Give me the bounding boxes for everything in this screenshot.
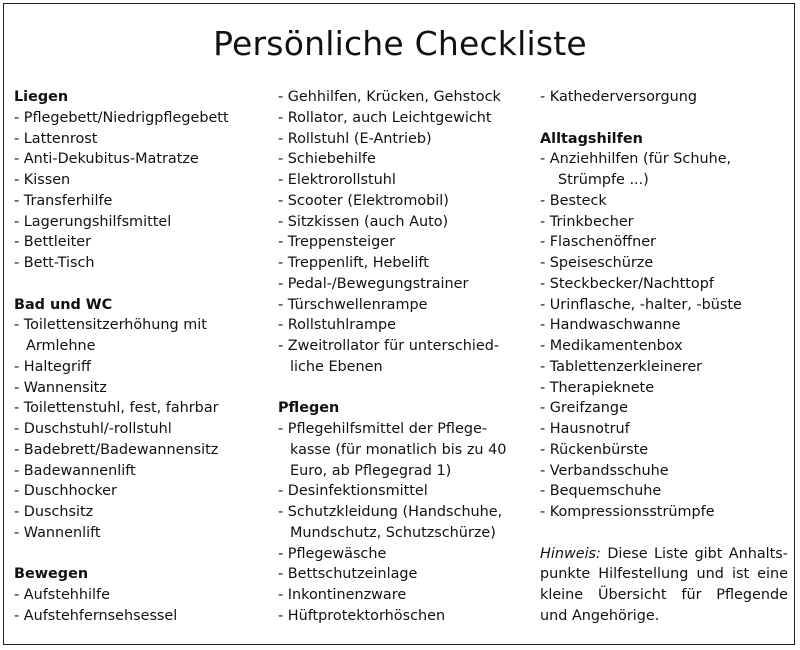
- section-heading-pflegen: Pflegen: [278, 400, 340, 417]
- list-item: - Therapieknete: [540, 379, 655, 396]
- list-item: - Pflegewäsche: [278, 545, 387, 562]
- list-item: - Bettschutzeinlage: [278, 566, 418, 583]
- list-item: - Aufstehfernsehsessel: [14, 607, 178, 624]
- list-item: - Aufstehhilfe: [14, 587, 110, 603]
- hinweis-note: [540, 544, 788, 627]
- list-item: - Scooter (Elektromobil): [278, 192, 449, 209]
- list-item: - Haltegriff: [14, 358, 91, 375]
- list-item: - Rollstuhlrampe: [278, 317, 397, 334]
- list-item: - Zweitrollator für unterschied-: [278, 338, 500, 354]
- list-item: - Elektrorollstuhl: [278, 172, 396, 188]
- list-item: - Sitzkissen (auch Auto): [278, 213, 449, 230]
- list-item: - Pedal-/Bewegungstrainer: [278, 275, 469, 292]
- list-item: - Badewannenlift: [14, 462, 136, 479]
- list-item: - Gehhilfen, Krücken, Gehstock: [278, 89, 501, 105]
- list-item-continuation: Euro, ab Pflegegrad 1): [290, 462, 452, 479]
- note-line: punkte Hilfestellung und ist eine: [540, 566, 788, 583]
- list-item: - Hüftprotektorhöschen: [278, 607, 446, 624]
- list-item: - Verbandsschuhe: [540, 462, 669, 479]
- note-label: Hinweis:: [540, 545, 601, 562]
- page-title: Persönliche Checkliste: [213, 24, 587, 63]
- section-heading-bad: Bad und WC: [14, 296, 113, 313]
- list-item: - Rückenbürste: [540, 441, 649, 458]
- list-item: - Wannenlift: [14, 524, 101, 541]
- list-item-continuation: Mundschutz, Schutzschürze): [290, 524, 496, 541]
- list-item: - Bequemschuhe: [540, 483, 662, 500]
- list-item: - Desinfektionsmittel: [278, 483, 428, 500]
- list-item: - Duschhocker: [14, 483, 117, 500]
- list-item: - Toilettensitzerhöhung mit: [14, 317, 207, 334]
- section-heading-bewegen: Bewegen: [14, 566, 89, 583]
- list-item: - Rollator, auch Leichtgewicht: [278, 109, 492, 126]
- list-item-continuation: Strümpfe ...): [558, 172, 649, 188]
- list-item: - Tablettenzerkleinerer: [540, 358, 703, 375]
- list-item: - Steckbecker/Nachttopf: [540, 275, 714, 292]
- list-item: - Handwaschwanne: [540, 317, 681, 334]
- list-item: - Inkontinenzware: [278, 587, 407, 603]
- column-3: [540, 87, 788, 627]
- list-item: - Türschwellenrampe: [278, 296, 428, 313]
- list-item: - Rollstuhl (E-Antrieb): [278, 130, 432, 147]
- section-heading-alltagshilfen: Alltagshilfen: [540, 130, 643, 147]
- list-item: - Pflegebett/Niedrigpflegebett: [14, 109, 229, 126]
- list-item: - Trinkbecher: [540, 213, 634, 230]
- list-item: - Duschstuhl/-rollstuhl: [14, 421, 172, 437]
- note-line: [540, 544, 788, 565]
- list-item: - Pflegehilfsmittel der Pflege-: [278, 421, 488, 437]
- list-item: - Kathederversorgung: [540, 89, 698, 105]
- list-item: - Kissen: [14, 172, 71, 188]
- list-item: - Urinflasche, -halter, -büste: [540, 296, 742, 313]
- section-heading-liegen: Liegen: [14, 89, 69, 105]
- list-item-continuation: liche Ebenen: [290, 358, 383, 375]
- note-text: Diese Liste gibt Anhalts-: [607, 545, 789, 562]
- list-item: - Bett-Tisch: [14, 255, 95, 271]
- column-2: [278, 87, 526, 627]
- list-item: - Lattenrost: [14, 130, 98, 147]
- list-item: - Lagerungshilfsmittel: [14, 213, 172, 230]
- list-item: - Speiseschürze: [540, 255, 654, 271]
- list-item: - Wannensitz: [14, 379, 107, 396]
- list-item: - Anti-Dekubitus-Matratze: [14, 151, 199, 168]
- column-1: [14, 87, 270, 627]
- list-item: - Bettleiter: [14, 234, 92, 251]
- list-item: - Duschsitz: [14, 504, 94, 520]
- list-item: - Toilettenstuhl, fest, fahrbar: [14, 400, 219, 417]
- list-item: - Schiebehilfe: [278, 151, 376, 168]
- list-item: - Greifzange: [540, 400, 628, 417]
- note-line: und Angehörige.: [540, 607, 660, 624]
- list-item: - Hausnotruf: [540, 421, 630, 437]
- list-item-continuation: kasse (für monatlich bis zu 40: [290, 441, 507, 458]
- list-item: - Anziehhilfen (für Schuhe,: [540, 151, 732, 168]
- list-item: - Kompressionsstrümpfe: [540, 504, 715, 520]
- list-item: - Besteck: [540, 192, 607, 209]
- note-line: kleine Übersicht für Pflegende: [540, 587, 788, 603]
- list-item: - Medikamentenbox: [540, 338, 683, 354]
- list-item: - Treppenlift, Hebelift: [278, 255, 429, 271]
- list-item: - Schutzkleidung (Handschuhe,: [278, 504, 503, 520]
- list-item: - Badebrett/Badewannensitz: [14, 441, 219, 458]
- list-item-continuation: Armlehne: [26, 338, 96, 354]
- list-item: - Treppensteiger: [278, 234, 396, 251]
- list-item: - Transferhilfe: [14, 192, 113, 209]
- list-item: - Flaschenöffner: [540, 234, 656, 251]
